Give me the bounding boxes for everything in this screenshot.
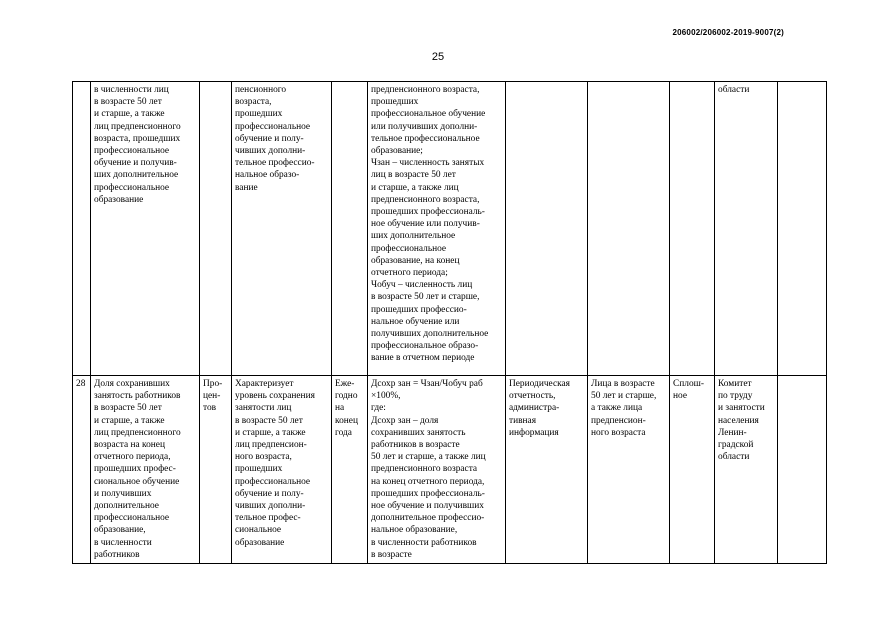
method-cell (670, 82, 715, 376)
formula-cell: Дсохр зан = Чзан/Чобуч раб ×100%, где: Дсохр зан – доля сохранивших занятость работников в возрасте 50 лет и старше, а также лиц предпенсионного возраста на конец отчетного периода, прошедших профессиональ- ное обучение и получивших дополнительное профессио- нальное образование, в численности работников в возрасте (368, 376, 506, 564)
row-number-cell: 28 (73, 376, 91, 564)
indicators-table (72, 81, 827, 564)
table-row (73, 82, 827, 376)
responsible-cell: Комитет по труду и занятости населения Ленин- градской области (715, 376, 778, 564)
page-number: 25 (431, 51, 445, 63)
extra-cell (778, 376, 827, 564)
unit-cell: Про- цен- тов (200, 376, 232, 564)
periodicity-cell: Еже- годно на конец года (332, 376, 368, 564)
description-cell: Характеризует уровень сохранения занятости лиц в возрасте 50 лет и старше, а также лиц предпенсион- ного возраста, прошедших профессиональное обучение и полу- чивших дополни- тельное профес- сиональное образование (232, 376, 332, 564)
population-cell: Лица в возрасте 50 лет и старше, а также лица предпенсион- ного возраста (588, 376, 670, 564)
indicator-name-cell: в численности лиц в возрасте 50 лет и старше, а также лиц предпенсионного возраста, прошедших профессиональное обучение и получив- ших дополнительное профессиональное образование (91, 82, 200, 376)
formula-cell: предпенсионного возраста, прошедших профессиональное обучение или получивших дополни- тельное профессиональное образование; Чзан – численность занятых лиц в возрасте 50 лет и старше, а также лиц предпенсионного возраста, прошедших профессиональ- ное обучение или получив- ших дополнительное профессиональное образование, на конец отчетного периода; Чобуч – численность лиц в возрасте 50 лет и старше, прошедших профессио- нальное обучение или получивших дополнительное профессиональное образо- вание в отчетном периоде (368, 82, 506, 376)
extra-cell (778, 82, 827, 376)
description-cell: пенсионного возраста, прошедших профессиональное обучение и полу- чивших дополни- тельное профессио- нальное образо- вание (232, 82, 332, 376)
table-row (73, 376, 827, 564)
unit-cell (200, 82, 232, 376)
responsible-cell: области (715, 82, 778, 376)
source-cell: Периодическая отчетность, администра- тивная информация (506, 376, 588, 564)
indicator-name-cell: Доля сохранивших занятость работников в возрасте 50 лет и старше, а также лиц предпенсионного возраста на конец отчетного периода, прошедших профес- сиональное обучение и получивших дополнительное профессиональное образование, в численности работников (91, 376, 200, 564)
row-number-cell (73, 82, 91, 376)
method-cell: Сплош- ное (670, 376, 715, 564)
document-id: 206002/206002-2019-9007(2) (672, 28, 784, 37)
periodicity-cell (332, 82, 368, 376)
source-cell (506, 82, 588, 376)
population-cell (588, 82, 670, 376)
